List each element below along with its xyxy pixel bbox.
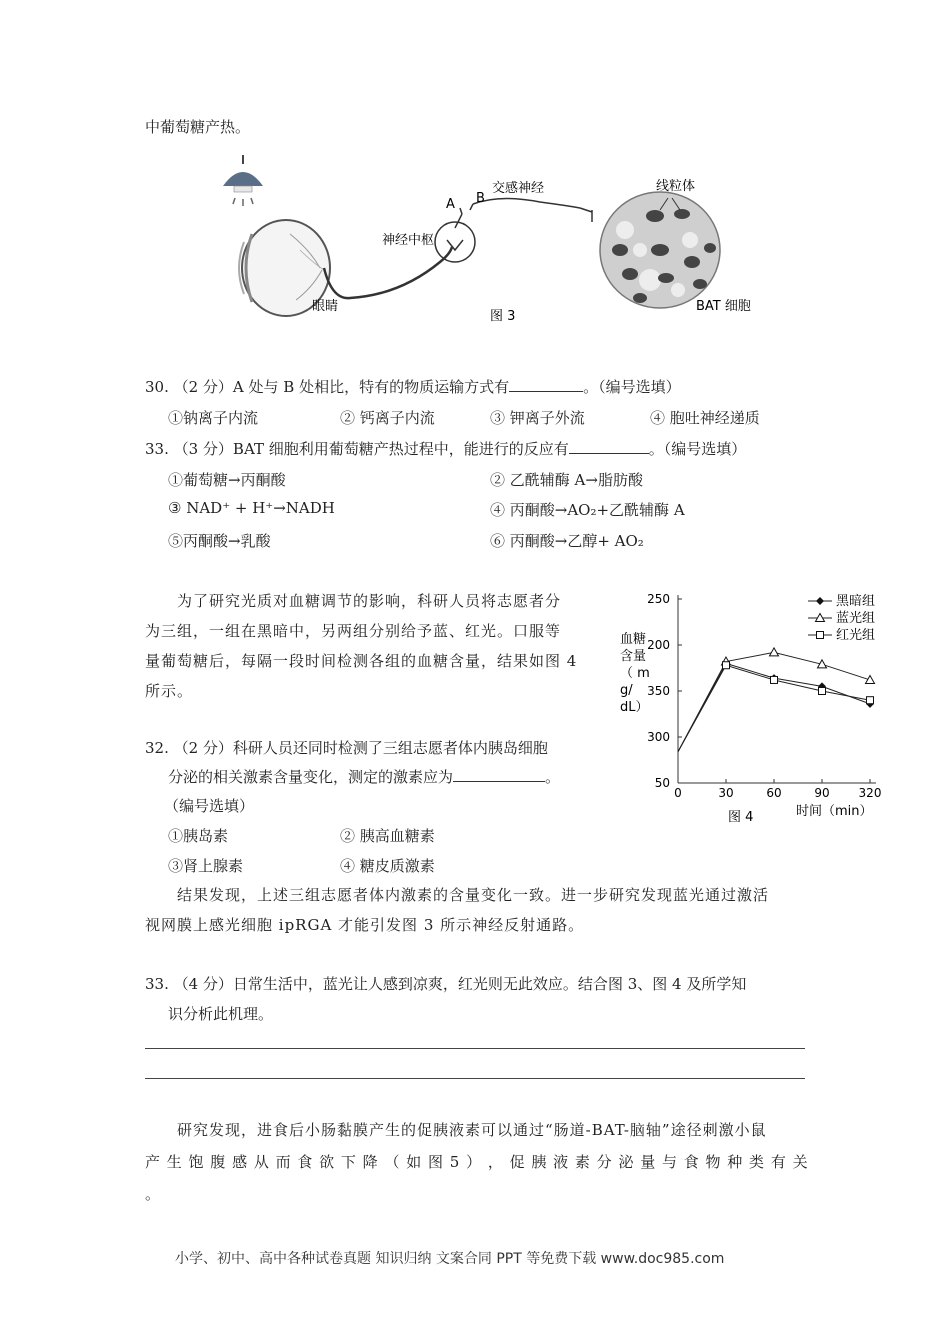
bat-cell-illustration bbox=[600, 192, 720, 308]
answer-blank[interactable] bbox=[569, 439, 649, 454]
label-A: A bbox=[446, 197, 455, 212]
q33a-option-3: ③ NAD⁺ + H⁺→NADH bbox=[168, 499, 335, 517]
passage-3-line: 研究发现，进食后小肠黏膜产生的促胰液素可以通过“肠道-BAT-脑轴”途径刺激小鼠 bbox=[177, 1121, 767, 1139]
q30-option-3: ③ 钾离子外流 bbox=[490, 409, 585, 427]
question-33a bbox=[145, 438, 746, 459]
q33a-option-4: ④ 丙酮酸→AO₂+乙酰辅酶 A bbox=[490, 501, 685, 519]
figure-3 bbox=[200, 150, 800, 330]
intro-tail-text: 中葡萄糖产热。 bbox=[145, 118, 251, 136]
question-32-line2-text: 分泌的相关激素含量变化，测定的激素应为 bbox=[168, 768, 454, 786]
data-point bbox=[770, 648, 779, 656]
data-point bbox=[723, 662, 730, 669]
y-tick-label: 350 bbox=[647, 684, 670, 698]
passage-1-line: 所示。 bbox=[145, 682, 194, 700]
passage-3-line: 产 生 饱 腹 感 从 而 食 欲 下 降 （ 如 图 5 ） ， 促 胰 液 素 分 泌 量 与 食 物 种 类 有 关 。 bbox=[145, 1153, 809, 1203]
answer-line[interactable] bbox=[145, 1078, 805, 1079]
answer-line[interactable] bbox=[145, 1048, 805, 1049]
data-point bbox=[819, 688, 826, 695]
data-point bbox=[816, 597, 824, 605]
series-line bbox=[678, 652, 870, 751]
question-30-tail: 。（编号选填） bbox=[583, 378, 681, 396]
legend-label: 红光组 bbox=[836, 628, 876, 643]
label-B: B bbox=[476, 191, 485, 206]
answer-blank[interactable] bbox=[509, 377, 583, 392]
q33a-option-5: ⑤丙酮酸→乳酸 bbox=[168, 532, 271, 550]
q33a-option-1: ①葡萄糖→丙酮酸 bbox=[168, 471, 286, 489]
question-33a-stem: 33. （3 分）BAT 细胞利用葡萄糖产热过程中，能进行的反应有 bbox=[145, 440, 569, 458]
passage-2-line: 视网膜上感光细胞 ipRGA 才能引发图 3 所示神经反射通路。 bbox=[145, 916, 585, 934]
passage-1-line: 为了研究光质对血糖调节的影响，科研人员将志愿者分 bbox=[177, 592, 562, 610]
chart-series bbox=[678, 648, 875, 752]
y-tick-label: 200 bbox=[647, 638, 670, 652]
answer-blank[interactable] bbox=[453, 767, 545, 782]
x-tick-label: 90 bbox=[814, 786, 830, 800]
chart-legend bbox=[808, 593, 875, 643]
data-point bbox=[867, 697, 874, 704]
x-tick-label: 0 bbox=[674, 786, 682, 800]
y-axis-label: g/ bbox=[620, 683, 633, 698]
y-axis-label: dL） bbox=[620, 700, 649, 715]
figure-4-chart bbox=[610, 585, 890, 825]
q32-option-1: ①胰岛素 bbox=[168, 827, 229, 845]
y-axis-label: （ m bbox=[620, 666, 650, 681]
question-33a-tail: 。（编号选填） bbox=[648, 440, 747, 458]
question-32-line2 bbox=[168, 766, 560, 787]
label-bat-cell: BAT 细胞 bbox=[696, 299, 751, 314]
legend-label: 蓝光组 bbox=[836, 611, 876, 626]
question-30 bbox=[145, 376, 681, 397]
figure-3-caption: 图 3 bbox=[490, 309, 516, 324]
q32-option-2: ② 胰高血糖素 bbox=[340, 827, 435, 845]
lamp-icon bbox=[223, 155, 263, 206]
chart-axes bbox=[620, 592, 881, 825]
x-axis-label: 时间（min） bbox=[796, 804, 873, 819]
passage-1-line: 为三组，一组在黑暗中，另两组分别给予蓝、红光。口服等 bbox=[145, 622, 562, 640]
passage-1 bbox=[145, 586, 605, 706]
q33a-option-6: ⑥ 丙酮酸→乙醇+ AO₂ bbox=[490, 532, 644, 550]
question-32-line3: （编号选填） bbox=[164, 797, 255, 815]
label-sympathetic-nerve: 交感神经 bbox=[492, 181, 545, 196]
y-axis-label: 血糖 bbox=[620, 632, 647, 647]
chart-title: 图 4 bbox=[728, 810, 754, 825]
question-33b-line2: 识分析此机理。 bbox=[168, 1005, 274, 1023]
passage-2 bbox=[145, 880, 810, 940]
x-tick-label: 320 bbox=[858, 786, 882, 800]
passage-1-line: 量葡萄糖后，每隔一段时间检测各组的血糖含量，结果如图 4 bbox=[145, 652, 578, 670]
y-tick-label: 250 bbox=[647, 592, 670, 606]
y-tick-label: 300 bbox=[647, 730, 670, 744]
label-eye: 眼睛 bbox=[312, 299, 339, 314]
data-point bbox=[771, 676, 778, 683]
q32-option-4: ④ 糖皮质激素 bbox=[340, 857, 435, 875]
x-tick-label: 60 bbox=[766, 786, 782, 800]
q30-option-4: ④ 胞吐神经递质 bbox=[650, 409, 760, 427]
q30-option-1: ①钠离子内流 bbox=[168, 409, 259, 427]
passage-3 bbox=[145, 1114, 810, 1210]
question-33b-line1: 33. （4 分）日常生活中，蓝光让人感到凉爽，红光则无此效应。结合图 3、图 4 及所学知 bbox=[145, 975, 747, 993]
legend-label: 黑暗组 bbox=[836, 594, 876, 609]
question-32-line1: 32. （2 分）科研人员还同时检测了三组志愿者体内胰岛细胞 bbox=[145, 739, 548, 757]
label-neural-center: 神经中枢 bbox=[382, 233, 435, 248]
question-30-stem: 30. （2 分）A 处与 B 处相比，特有的物质运输方式有 bbox=[145, 378, 510, 396]
question-32-line2-tail: 。 bbox=[545, 768, 561, 786]
label-mitochondria: 线粒体 bbox=[656, 179, 696, 194]
data-point bbox=[817, 632, 824, 639]
footer-text: 小学、初中、高中各种试卷真题 知识归纳 文案合同 PPT 等免费下载 www.doc985.com bbox=[175, 1251, 725, 1267]
y-axis-label: 含量 bbox=[620, 649, 647, 664]
x-tick-label: 30 bbox=[718, 786, 734, 800]
y-tick-label: 50 bbox=[654, 776, 670, 790]
passage-2-line: 结果发现，上述三组志愿者体内激素的含量变化一致。进一步研究发现蓝光通过激活 bbox=[177, 886, 770, 904]
q33a-option-2: ② 乙酰辅酶 A→脂肪酸 bbox=[490, 471, 643, 489]
data-point bbox=[866, 675, 875, 683]
q30-option-2: ② 钙离子内流 bbox=[340, 409, 435, 427]
q32-option-3: ③肾上腺素 bbox=[168, 857, 244, 875]
